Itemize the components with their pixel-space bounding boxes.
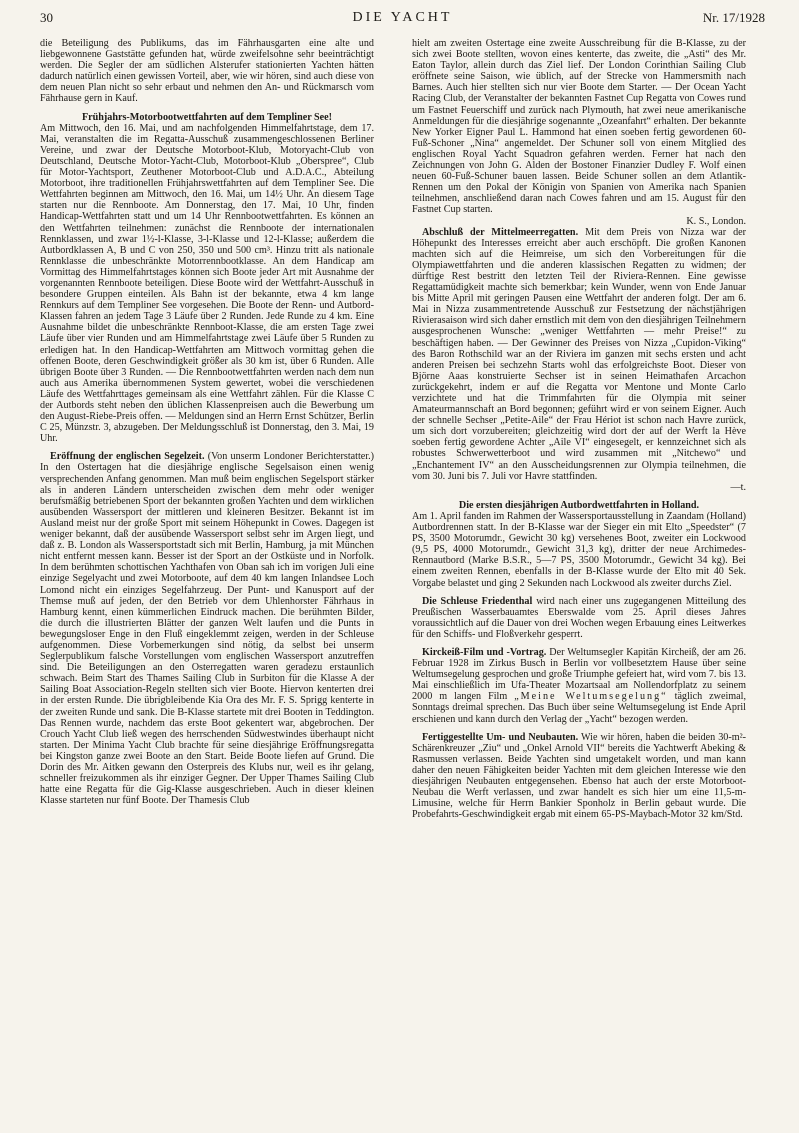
magazine-title: DIE YACHT (352, 10, 453, 25)
article-heading-kircheiss: Kirckeiß-Film und -Vortrag. (422, 646, 547, 658)
article-heading-schleuse: Die Schleuse Friedenthal (422, 595, 533, 607)
film-title: „Meine Weltumsegelung“ (514, 691, 668, 703)
article-body-mediterranean: Mit dem Preis von Nizza war der Höhepunkt des Interesses erreicht aber auch erschöpft. Die großen Kanonen machten sich auf die Heimreise, um sich den Vorbereitungen für die Olympiawettfahrten und die anderen klassischen Regatten zu widmen; der dürftige Rest bestritt den letzten Teil der Riviera-Rennen. Eine gewisse Regattamüdigkeit machte sich bemerkbar; kein Wunder, wenn von Ende Januar bis Mitte April mit geringen Pausen eine Wettfahrt der anderen folgt. Der am 6. Mai in Nizza zusammentretende Ausschuß zur Festsetzung der nächstjährigen Rivierasaison wird sich daher ernstlich mit dem von den diesjährigen Teilnehmern ausgesprochenen Wunsche: „weniger Wettfahrten — mehr Preise!“ zu beschäftigen haben. — Der Gewinner des Preises von Nizza „Cupidon-Viking“ des Baron Rothschild war an der Riviera im ganzen mit sechs ersten und acht anderen Preisen bei sechzehn Starts wohl das erfolgreichste Boot. Dieser von Björne Aaas konstruierte Sechser ist in seinen Heimathafen Arcachon zurückgekehrt, indem er auf die Regatta vor Mentone und Monte Carlo verzichtete und hat die Trimmfahrten für die Olympia mit seiner Amateurmannschaft an Bord begonnen; geführt wird er von seinem Eigner. Auch der schnelle Sechser „Petite-Aile“ der Frau Hériot ist schon nach Havre zurück, um sich dort vorzubereiten; gleichzeitig wird dort der auf der Werft la Hève soeben fertig gewordene Achter „Aile VI“ eingesegelt, er kennzeichnet sich als robustes Schwerwetterboot und wird zusammen mit „Nitchewo“ und „Enchantement IV“ an den Ausscheidungsrennen zur Olympia teilnehmen, die vom 30. Juni bis 7. Juli vor Havre stattfinden. (412, 226, 746, 482)
article-continuation-right: hielt am zweiten Ostertage eine zweite Ausschreibung für die B-Klasse, zu der sich zwei Boote stellten, wovon eines kenterte, das zweite, die „Asti“ des Mr. Eaton Taylor, allein durch das Ziel lief. Der London Corinthian Sailing Club eröffnete seine Saison, wie üblich, auf der Strecke von Hammersmith nach Barnes. Auch hier stellten sich nur vier Boote dem Starter. — Der Ocean Yacht Racing Club, der Veranstalter der bekannten Fastnet Cup Regatta von Cowes rund um Fastnet Feuerschiff und zurück nach Plymouth, hat zwei neue amerikanische Anmeldungen für die diesjährige sogenannte „Ozeanfahrt“ erhalten. Der bekannte New Yorker Eigner Paul L. Hammond hat einen soeben fertig gewordenen 60-Fuß-Schoner „Nina“ angemeldet. Der Schuner soll von einem Mitglied des englischen Royal Yacht Squadron gefahren werden. Ferner hat nach den Zeichnungen von John G. Alden der Bostoner Finanzier Dudley F. Wolf einen neuen 60-Fuß-Schuner bauen lassen. Beide Schuner sollen an dem Atlantik-Rennen um den Pokal der Königin von Spanien von Amerika nach Spanien teilnehmen, anschließend daran nach Cowes fahren und am 15. August für den Fastnet Cup starten. (412, 38, 746, 216)
issue-number: Nr. 17/1928 (702, 10, 765, 25)
article-body-kircheiss-b: täglich zweimal, Sonntags dreimal sprechen. Das Buch über seine Weltumsegelung ist Ende April erschienen und kann durch den Verlag der „Yacht“ bezogen werden. (412, 691, 746, 725)
article-body-kircheiss-a: Der Weltumsegler Kapitän Kircheiß, der am 26. Februar 1928 im Zirkus Busch in Berlin vor vollbesetztem Hause über seine Weltumsegelung gesprochen und große Triumphe gefeiert hat, wird vom 7. bis 13. Mai einschließlich im Ufa-Theater Mozartsaal am Nollendorfplatz zu seinem 2000 m langen Film (412, 646, 746, 703)
article-body-english: (Von unserm Londoner Berichterstatter.) In den Ostertagen hat die diesjährige englische Segelsaison einen wenig versprechenden Anfang genommen. Man muß beim englischen Segelsport stärker als in anderen Ländern unterscheiden zwischen dem mehr oder weniger berufsmäßig betriebenen Sport der bekannten großen Yachten und dem wirklichen ausübenden Wassersport der mittleren und kleineren Besitzer. Bekannt ist im Ausland meist nur der große Sport mit seinem Höhepunkt in Cowes. Dagegen ist weniger bekannt, daß der ausübende Wassersport selbst sehr im Argen liegt, und daß z. B. London als Wassersportstadt sich mit Berlin, Hamburg, ja mit München nicht entfernt messen kann. Besser ist der Sport an der Ostküste und in Norfolk. In dem berühmten schottischen Yachthafen von Oban sah ich im vorigen Juli eine einzige Segelyacht und zwei Motorboote, auf dem 40 km langen Inlandsee Loch Lomond nicht ein einziges Segelfahrzeug. Der Punt- und Kanusport auf der Themse muß auf jeden, der den Betrieb vor dem Uhlenhorster Fährhaus in Hamburg kennt, einen kümmerlichen Eindruck machen. Die berühmten Bilder, die durch die illustrierten Blätter der ganzen Welt laufen und die Punts in bewegungsloser Enge in den Fluß eingeklemmt zeigen, werden in der Schleuse aufgenommen. Diese Vorbemerkungen sind nötig, da selbst bei unserm Seglerpublikum falsche Vorstellungen vom englischen Wassersport anzutreffen sind. Die Beteiligungen an den Osterregatten waren geradezu erstaunlich schwach. Beim Start des Thames Sailing Club in Surbiton für die Klasse A der Sailing Boat Association-Regeln stellten sich vier Boote. Hiervon kenterten drei in der ersten Runde. Die übrigbleibende Kia Ora des Mr. F. S. Sprigg kenterte in der zweiten Runde und sank. Die B-Klasse startete mit drei Booten in Teddington. Das Rennen wurde, nachdem das erste Boot gekentert war, abgebrochen. Der Crouch Yacht Club ließ wegen des herrschenden Südwestwindes überhaupt nicht starten. Der Minima Yacht Club brachte für seine diesjährige Eröffnungsregatta bei Kingston ganze zwei Boote an den Start. Beide Boote liefen auf Grund. Die Dorin des Mr. Aitken gewann den Osterpreis des Klubs nur, weil es ihr gelang, schneller freizukommen als ihr einziger Gegner. Der Upper Thames Sailing Club hatte eine Regatta für die Gig-Klasse ausgeschrieben. Auch in dieser kleinen Klasse starteten nur fünf Boote. Der Thamesis Club (40, 451, 374, 807)
article-schleuse (412, 596, 746, 640)
article-heading-neubauten: Fertiggestellte Um- und Neubauten. (422, 731, 579, 743)
article-heading-english: Eröffnung der englischen Segelzeit. (50, 451, 205, 463)
page-number: 30 (40, 10, 53, 25)
article-heading-mediterranean: Abschluß der Mittelmeerregatten. (422, 226, 579, 238)
article-heading-templiner: Frühjahrs-Motorbootwettfahrten auf dem Templiner See! (81, 111, 333, 123)
article-kircheiss (412, 647, 746, 725)
article-english-season (40, 451, 374, 806)
article-continuation: die Beteiligung des Publikums, das im Fährhausgarten eine alte und liebgewonnene Gaststätte gefunden hat, würde zweifelsohne sehr beeinträchtigt werden. Die Segler der am südlichen Alsterufer stationierten Yachten hätten dadurch natürlich einen gewissen Vorteil, aber, wie wir hören, sind auch diese von dem neuen Plan nicht so sehr erbaut und nehmen den An- und Rückmarsch vom Fährhause gern in Kauf. (40, 38, 374, 105)
right-column (412, 38, 746, 1120)
author-signature-t: —t. (730, 481, 746, 493)
article-body-holland: Am 1. April fanden im Rahmen der Wassersportausstellung in Zaandam (Holland) Autbordrennen statt. In der B-Klasse war der Sieger ein mit Elto „Speedster“ (7 PS, 3500 Motorumdr., Gewicht 30 kg) versehenes Boot, zweiter ein Lockwood (9,5 PS, 4000 Motorumdr., Gewicht 31,3 kg), dritter der neue Archimedes-Rennautbord (Marke B.S.R., 5—7 PS, 3500 Motorumdr., Gewicht 34 kg). Bei einem zweiten Rennen, ebenfalls in der B-Klasse wurde der Elto mit 40 Sek. Vorgabe belastet und ging 2 Sekunden nach Lockwood als zweiter durchs Ziel. (412, 510, 746, 589)
article-neubauten (412, 732, 746, 821)
author-signature-ks: K. S., London. (686, 215, 746, 227)
left-column (40, 38, 374, 1120)
article-body-templiner: Am Mittwoch, den 16. Mai, und am nachfolgenden Himmelfahrtstage, dem 17. Mai, veranstalten die im Regatta-Ausschuß zusammengeschlossenen Berliner Vereine, und zwar der Deutsche Motorboot-Klub, Motoryacht-Club von Deutschland, Deutsche Motor-Yacht-Club, Motorboot-Klub „Oberspree“, Club für Motor-Yachtsport, Zeuthener Motorboot-Club und A.D.A.C., Abteilung Motorboot, ihre traditionellen Frühjahrswettfahrten auf dem Templiner See. Die Wettfahrten beginnen am Mittwoch, den 16. Mai, um 14½ Uhr. An diesem Tage starten nur die Rennboote. Am Donnerstag, den 17. Mai, 10 Uhr, finden Handicap-Wettfahrten statt und um 14 Uhr Rennbootwettfahrten. Es können an den Wettfahrten teilnehmen: zunächst die Rennboote der internationalen Rennklassen, und zwar 1½-l-Klasse, 3-l-Klasse und 12-l-Klasse; außerdem die Autbordklassen A, B und C von 250, 350 und 500 cm³. Hinzu tritt als nationale Rennklasse die unbeschränkte Motorrennbootklasse. An dem Handicap am Vormittag des Himmelfahrtstages können sich Boote jeder Art mit Ausnahme der vorgenannten Rennboote beteiligen. Diese Boote wird der Wettfahrt-Ausschuß in besondere Gruppen einteilen. Als Bahn ist der bekannte, etwa 4 km lange Rennkurs auf dem Templiner See vorgesehen. Die Boote der Renn- und Autbord-Klassen fahren an jedem Tage 3 Läufe über 2 Runden. Jede Runde zu 4 km. Eine Ausnahme bildet die unbeschränkte Rennboot-Klasse, die am ersten Tage zwei Läufe über vier Runden und am Himmelfahrtstage zwei Läufe über 5 Runden zu erledigen hat. In den Handicap-Wettfahrten am Mittwoch vormittag gehen die offenen Boote, deren Geschwindigkeit größer als 30 km ist, über 6 Runden. Alle übrigen Boote über 3 Runden. — Die Rennbootwettfahrten werden nach dem nun auch aus Amerika übernommenen System gewertet, wobei die verschiedenen Läufe des Wettfahrttages gemeinsam als eine Wettfahrt zählen. Für die Klasse C der Autbords steht neben den üblichen Klassenpreisen auch die Bewerbung um den August-Riebe-Preis offen. — Meldungen sind an Herrn Ernst Schützer, Berlin C 25, Münzstr. 3, abzugeben. Der Meldungsschluß ist Donnerstag, den 3. Mai, 19 Uhr. (40, 122, 374, 445)
article-heading-holland: Die ersten diesjährigen Autbordwettfahrten in Holland. (458, 499, 700, 511)
article-body-neubauten: Wie wir hören, haben die beiden 30-m²-Schärenkreuzer „Ziu“ und „Onkel Arnold VII“ bereits die Yachtwerft Abeking & Rasmussen verlassen. Beide Yachten sind umgetakelt worden, und man kann daher den neuen Fähigkeiten beider Yachten mit dem gleichen Interesse wie den diesjährigen Neubauten entgegensehen. Ebenso hat auch der erste Motorboot-Neubau die Werft verlassen, und zwar handelt es sich hier um eine 11,5-m-Limusine, welche für Herrn Bankier Sponholz in Berlin gebaut wurde. Die Probefahrts-Geschwindigkeit ergab mit einem 65-PS-Maybach-Motor 32 km/Std. (412, 731, 746, 821)
article-body-schleuse: wird nach einer uns zugegangenen Mitteilung des Preußischen Wasserbauamtes Eberswalde vom 25. April dieses Jahres voraussichtlich auf die Dauer von drei Wochen wegen Erbauung eines Leitwerkes für den Schiffs- und Floßverkehr gesperrt. (412, 595, 746, 640)
article-mediterranean (412, 227, 746, 482)
page-header (40, 10, 765, 28)
